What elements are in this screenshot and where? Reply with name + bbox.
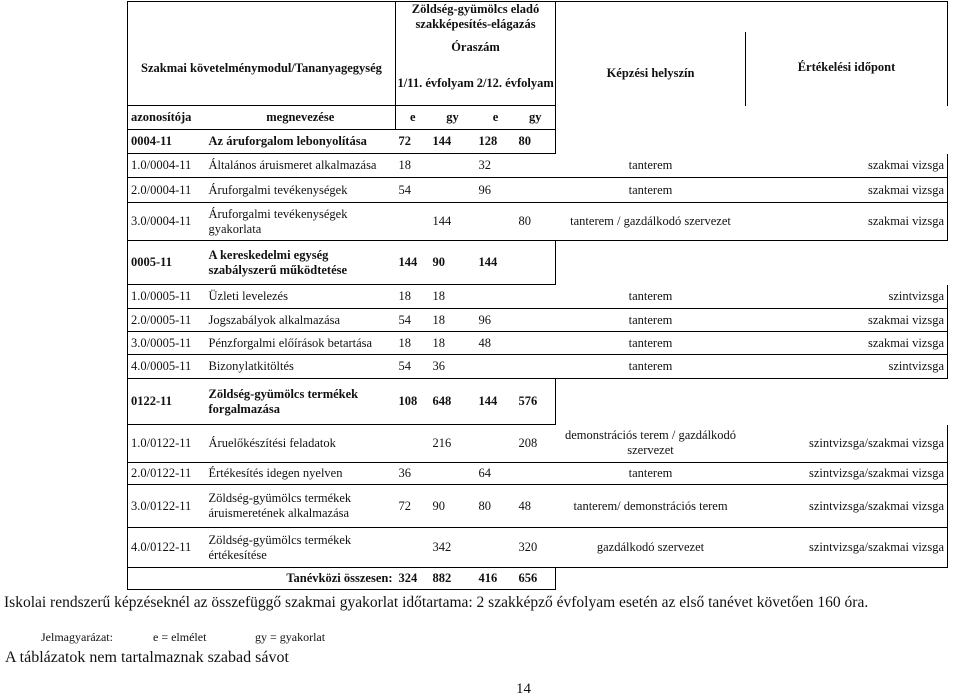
table-row: 1.0/0005-11 Üzleti levelezés 18 18 tanterem szintvizsga (128, 285, 948, 309)
table-row: 2.0/0005-11 Jogszabályok alkalmazása 54 18 96 tanterem szakmai vizsga (128, 309, 948, 332)
table-row: 1.0/0122-11 Áruelőkészítési feladatok 216 208 demonstrációs terem / gazdálkodó szervezet szintvizsga/szakmai vizsga (128, 425, 948, 463)
specialization-title: Zöldség-gyümölcs eladó szakképesítés-elágazás (396, 2, 556, 33)
module-name: Zöldség-gyümölcs termékek forgalmazása (206, 379, 396, 425)
footer-note: A táblázatok nem tartalmaznak szabad sávot (5, 649, 289, 666)
id-header: azonosítója (128, 106, 206, 130)
module-name: A kereskedelmi egység szabályszerű működtetése (206, 241, 396, 285)
gy-header: gy (430, 106, 476, 130)
eval-header: Értékelési időpont (746, 32, 948, 106)
curriculum-table (127, 1, 948, 590)
year1-header: 1/11. évfolyam (397, 76, 474, 90)
page-number: 14 (516, 681, 531, 697)
hours-header: Óraszám (451, 40, 500, 54)
module-id: 0004-11 (128, 130, 206, 154)
e-header: e (396, 106, 430, 130)
module-row: 0122-11 Zöldség-gyümölcs termékek forgalmazása 108 648 144 576 (128, 379, 948, 425)
legend-title: Jelmagyarázat: (41, 630, 113, 644)
module-id: 0122-11 (128, 379, 206, 425)
table-row: 1.0/0004-11 Általános áruismeret alkalmazása 18 32 tanterem szakmai vizsga (128, 154, 948, 178)
table-row: 2.0/0004-11 Áruforgalmi tevékenységek 54 96 tanterem szakmai vizsga (128, 178, 948, 203)
module-name: Az áruforgalom lebonyolítása (206, 130, 396, 154)
total-row: Tanévközi összesen: 324 882 416 656 (128, 568, 948, 590)
module-id: 0005-11 (128, 241, 206, 285)
name-header: megnevezése (206, 106, 396, 130)
table-row: 3.0/0005-11 Pénzforgalmi előírások betartása 18 18 48 tanterem szakmai vizsga (128, 332, 948, 355)
module-row: 0004-11 Az áruforgalom lebonyolítása 72 144 128 80 (128, 130, 948, 154)
legend-e: e = elmélet (153, 630, 207, 644)
location-header: Képzési helyszín (556, 32, 746, 106)
table-row: 4.0/0122-11 Zöldség-gyümölcs termékek értékesítése 342 320 gazdálkodó szervezet szintvizsga/szakmai vizsga (128, 528, 948, 568)
total-label: Tanévközi összesen: (206, 568, 396, 590)
table-row: 3.0/0004-11 Áruforgalmi tevékenységek gyakorlata 144 80 tanterem / gazdálkodó szervezet szakmai vizsga (128, 203, 948, 241)
year2-header: 2/12. évfolyam (476, 76, 554, 90)
table-row: 4.0/0005-11 Bizonylatkitöltés 54 36 tanterem szintvizsga (128, 355, 948, 379)
module-header: Szakmai követelménymodul/Tananyagegység (128, 32, 396, 106)
module-row: 0005-11 A kereskedelmi egység szabályszerű működtetése 144 90 144 (128, 241, 948, 285)
table-row: 2.0/0122-11 Értékesítés idegen nyelven 36 64 tanterem szintvizsga/szakmai vizsga (128, 463, 948, 485)
table-row: 3.0/0122-11 Zöldség-gyümölcs termékek áruismeretének alkalmazása 72 90 80 48 tanterem/ demonstrációs terem szintvizsga/szakmai vizsga (128, 485, 948, 528)
legend-gy: gy = gyakorlat (255, 630, 326, 644)
e-header: e (476, 106, 516, 130)
gy-header: gy (516, 106, 556, 130)
practice-note: Iskolai rendszerű képzéseknél az összefüggő szakmai gyakorlat időtartama: 2 szakképző évfolyam esetén az első tanévet követően 160 óra. (4, 594, 869, 611)
